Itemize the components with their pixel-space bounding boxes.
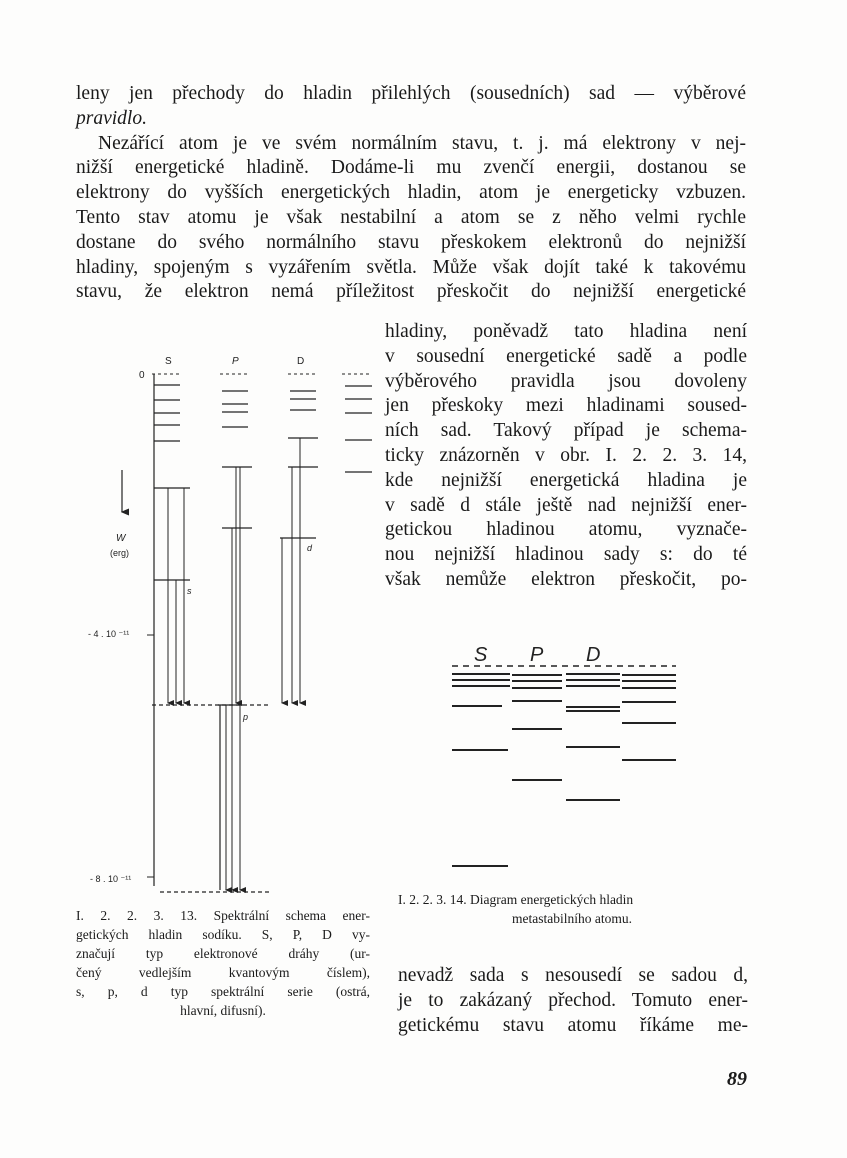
text-line: leny jen přechody do hladin přilehlých (sousedních) sad — výběrové	[76, 83, 746, 104]
text-line: v sousední energetické sadě a podle	[385, 345, 747, 367]
caption-line: getických hladin sodíku. S, P, D vy-	[76, 927, 370, 942]
caption-line: I. 2. 2. 3. 14. Diagram energetických hladin	[398, 892, 634, 907]
text-line: Nezářící atom je ve svém normálním stavu, t. j. má elektrony v nej-	[98, 132, 746, 154]
caption-line: hlavní, difusní).	[180, 1003, 266, 1018]
text-line: stavu, že elektron nemá příležitost přeskočit do nejnižší energetické	[76, 281, 746, 303]
text-line: hladiny, poněvadž tato hladina není	[385, 321, 747, 342]
text-line: pravidlo.	[76, 107, 147, 129]
text-line: hladiny, spojeným s vyzářením světla. Může však dojít také k takovému	[76, 256, 746, 278]
axis-unit: (erg)	[110, 548, 130, 558]
column-label-d: D	[297, 356, 305, 367]
text-line: však nemůže elektron přeskočit, po-	[385, 568, 747, 590]
column-label-s: S	[474, 644, 488, 666]
column-label-p: P	[232, 356, 239, 367]
caption-line: s, p, d typ spektrální serie (ostrá,	[76, 984, 370, 999]
text-line: dostane do svého normálního stavu přeskokem elektronů do nejnižší	[76, 231, 746, 253]
column-label-s: S	[165, 356, 172, 367]
text-line: výběrového pravidla jsou dovoleny	[385, 370, 747, 392]
text-line: ních sad. Takový případ je schema-	[385, 420, 747, 442]
text-line: nižší energetické hladině. Dodáme-li mu zvenčí energii, dostanou se	[76, 157, 746, 179]
text-line: getickou hladinou atomu, vyznače-	[385, 519, 747, 541]
text-line: jen přeskoky mezi hladinami soused-	[385, 395, 747, 417]
series-label-s: s	[187, 586, 192, 596]
series-label-d: d	[307, 543, 313, 553]
tick-label-mid: - 4 . 10 ⁻¹¹	[88, 629, 130, 639]
text-line: elektrony do vyšších energetických hladin, atom je energeticky vzbuzen.	[76, 182, 746, 204]
text-line: nou nejnižší hladinou sady s: do té	[385, 544, 747, 566]
caption-line: metastabilního atomu.	[512, 911, 632, 926]
caption-line: čený vedlejším kvantovým číslem),	[76, 965, 370, 980]
page-number: 89	[727, 1068, 747, 1090]
axis-zero-label: 0	[139, 370, 145, 381]
text-line: kde nejnižší energetická hladina je	[385, 469, 747, 491]
axis-symbol: W	[116, 533, 126, 544]
text-line: Tento stav atomu je však nestabilní a atom se z něho velmi rychle	[76, 206, 746, 228]
column-label-p: P	[530, 644, 544, 666]
caption-line: značují typ elektronové dráhy (ur-	[76, 946, 370, 961]
series-label-p: p	[243, 712, 249, 722]
text-line: v sadě d stále ještě nad nejnižší ener-	[385, 494, 747, 516]
caption-line: I. 2. 2. 3. 13. Spektrální schema ener-	[76, 908, 370, 923]
tick-label-low: - 8 . 10 ⁻¹¹	[90, 874, 132, 884]
text-line: ticky znázorněn v obr. I. 2. 2. 3. 14,	[385, 444, 747, 466]
energy-levels	[452, 674, 676, 866]
column-label-d: D	[586, 644, 601, 666]
text-line: nevadž sada s nesousedí se sadou d,	[398, 965, 748, 986]
text-line: je to zakázaný přechod. Tomuto ener-	[398, 989, 748, 1011]
text-line: getickému stavu atomu říkáme me-	[398, 1014, 748, 1036]
